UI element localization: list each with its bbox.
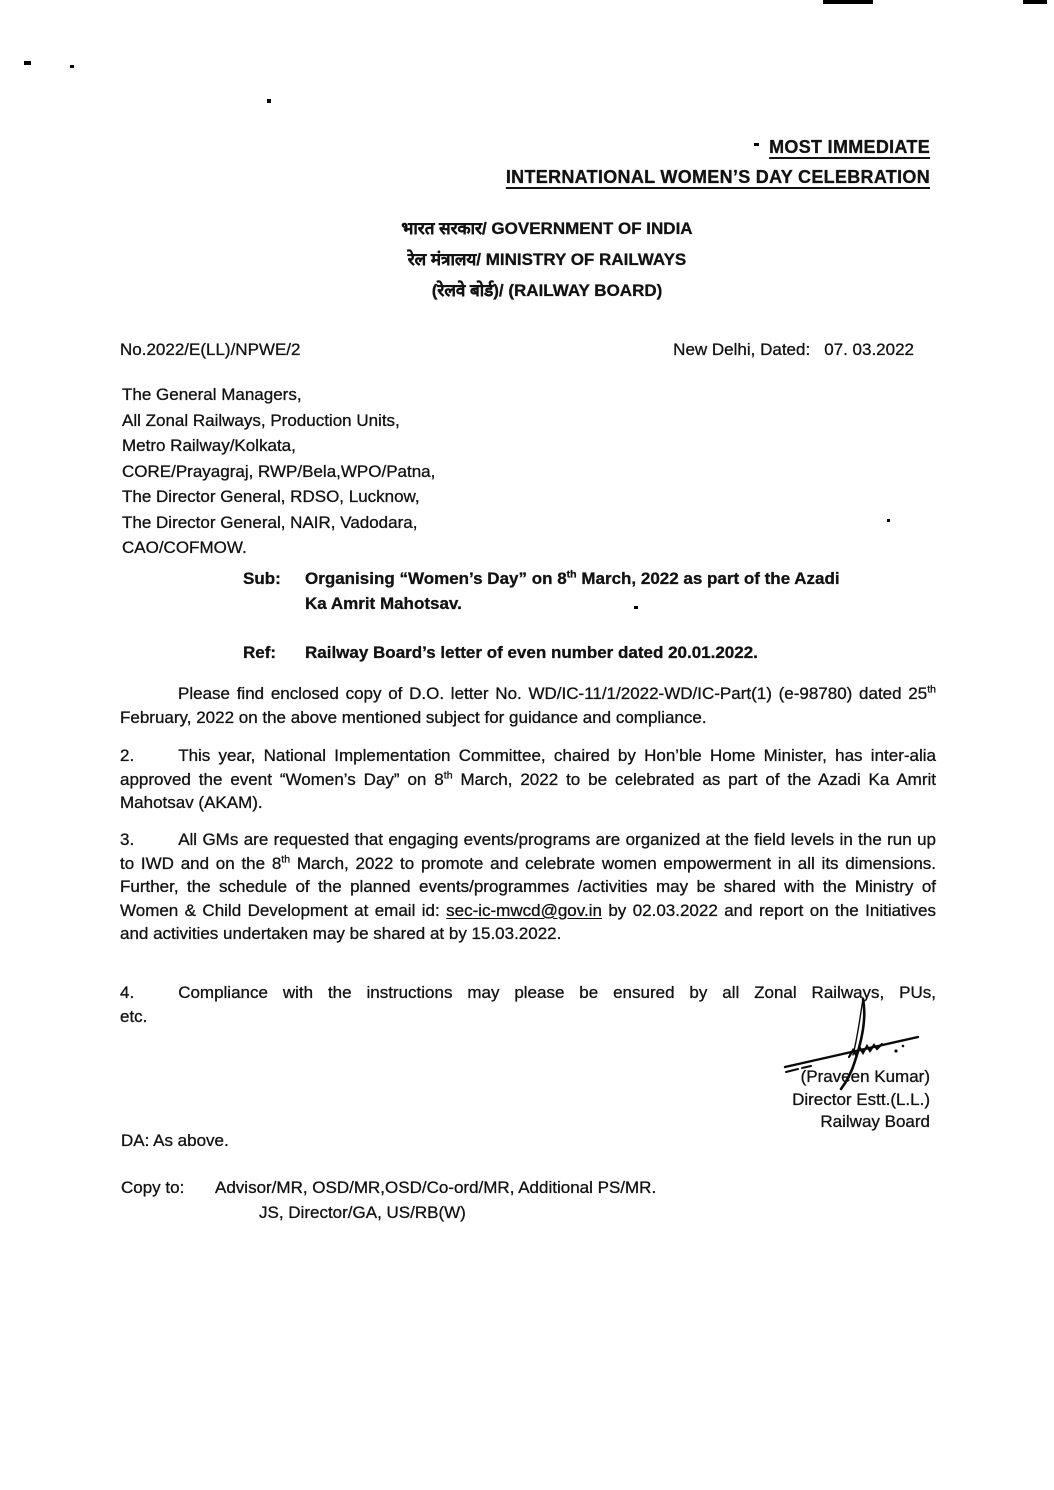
paragraph-4-text: Compliance with the instructions may please be ensured by all Zonal Railways, PUs, etc.: [120, 983, 936, 1026]
subject-block: [243, 566, 945, 616]
paragraph-3-number: 3.: [120, 830, 135, 849]
place-date-label: New Delhi, Dated:: [673, 340, 811, 359]
reference-block: [243, 640, 945, 665]
place-and-date: [673, 340, 914, 360]
reference-label: Ref:: [243, 643, 277, 662]
letterhead-government: भारत सरकार/ GOVERNMENT OF INDIA: [401, 219, 693, 238]
signatory-organization: Railway Board: [820, 1112, 930, 1131]
addressee-line: CORE/Prayagraj, RWP/Bela,WPO/Patna,: [122, 461, 436, 481]
classification-block: [506, 132, 930, 192]
scan-artifact: [887, 519, 890, 522]
paragraph-2: [120, 744, 936, 815]
signatory-block: [792, 1066, 930, 1134]
paragraph-4-number: 4.: [120, 983, 135, 1002]
signatory-name: (Praveen Kumar): [800, 1067, 930, 1086]
addressee-line: The General Managers,: [122, 385, 302, 404]
reference-line: [120, 340, 936, 360]
scan-artifact: [823, 0, 873, 4]
paragraph-1: [120, 682, 936, 729]
addressee-line: The Director General, RDSO, Lucknow,: [122, 487, 420, 506]
addressee-line: The Director General, NAIR, Vadodara,: [122, 512, 418, 532]
letter-number: No.2022/E(LL)/NPWE/2: [120, 340, 301, 359]
copy-to-line-1: Advisor/MR, OSD/MR,OSD/Co-ord/MR, Additional PS/MR.: [215, 1178, 657, 1197]
scan-artifact: [70, 65, 74, 68]
copy-to-line-2: JS, Director/GA, US/RB(W): [259, 1202, 466, 1222]
scan-artifact: [24, 61, 31, 65]
priority-marking: MOST IMMEDIATE: [769, 137, 930, 157]
paragraph-3-text: All GMs are requested that engaging events/programs are organized at the field levels in the run up to IWD and on the 8th March, 2022 to promote and celebrate women empowerment in all its dimensions. Further, the schedule of the planned events/programmes /activities may be shared with the Ministry of Women & Child Development at email id: sec-ic-mwcd@gov.in by 02.03.2022 and report on the Initiatives and activities undertaken may be shared at by 15.03.2022.: [120, 830, 937, 943]
addressee-line: CAO/COFMOW.: [122, 538, 247, 557]
subject-label: Sub:: [243, 569, 281, 588]
scan-artifact: [267, 99, 271, 103]
addressee-line: Metro Railway/Kolkata,: [122, 436, 296, 455]
paragraph-1-text: Please find enclosed copy of D.O. letter No. WD/IC-11/1/2022-WD/IC-Part(1) (e-98780) dated 25th February, 2022 on the above mentioned subject for guidance and compliance.: [120, 683, 936, 727]
copy-to-lines: [215, 1176, 656, 1225]
scan-artifact: [1023, 0, 1047, 4]
enclosure-line: DA: As above.: [121, 1131, 229, 1150]
letterhead-ministry: रेल मंत्रालय/ MINISTRY OF RAILWAYS: [407, 250, 687, 269]
signatory-designation: Director Estt.(L.L.): [792, 1089, 930, 1109]
addressee-block: [122, 382, 435, 561]
event-banner: INTERNATIONAL WOMEN’S DAY CELEBRATION: [505, 167, 930, 187]
paragraph-3: [120, 828, 936, 946]
paragraph-2-number: 2.: [120, 746, 135, 765]
copy-to-block: [121, 1176, 656, 1225]
reference-text: Railway Board’s letter of even number dated 20.01.2022.: [305, 643, 758, 662]
addressee-line: All Zonal Railways, Production Units,: [122, 410, 400, 430]
letter-date: 07. 03.2022: [824, 340, 914, 359]
letterhead-board: (रेलवे बोर्ड)/ (RAILWAY BOARD): [431, 281, 663, 300]
copy-to-label: Copy to:: [121, 1178, 185, 1197]
letterhead: [0, 213, 1054, 306]
paragraph-2-text: This year, National Implementation Committee, chaired by Hon’ble Home Minister, has inter-alia approved the event “Women’s Day” on 8th March, 2022 to be celebrated as part of the Azadi Ka Amrit Mahotsav (AKAM).: [120, 746, 936, 812]
subject-text: Organising “Women’s Day” on 8th March, 2022 as part of the Azadi Ka Amrit Mahotsav.: [305, 568, 840, 613]
